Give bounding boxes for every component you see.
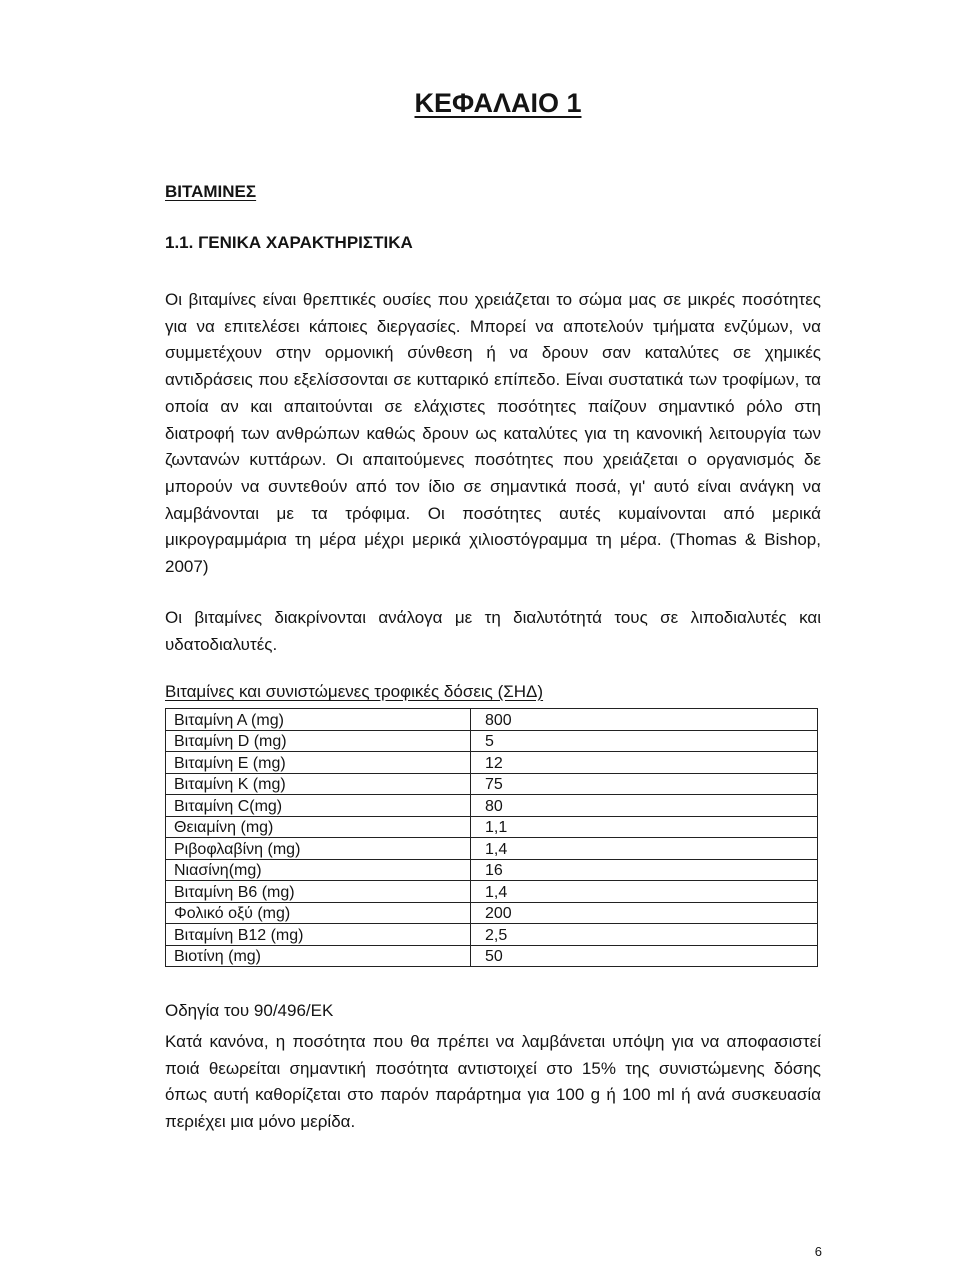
vitamin-dose-cell: 1,4 [471,838,818,860]
table-row [166,795,818,817]
section-title: ΒΙΤΑΜΙΝΕΣ [165,182,257,201]
table-row [166,730,818,752]
directive-reference: Οδηγία του 90/496/ΕΚ [165,1001,334,1020]
intro-paragraph: Οι βιταμίνες είναι θρεπτικές ουσίες που χρειάζεται το σώμα μας σε μικρές ποσότητες για να επιτελέσει κάποιες διεργασίες. Μπορεί να αποτελούν τμήματα ενζύμων, να συμμετέχουν στην ορμονική σύνθεση ή να δρουν σαν καταλύτες σε χημικές αντιδράσεις που εξελίσσονται σε κυτταρικό επίπεδο. Είναι συστατικά των τροφίμων, τα οποία αν και απαιτούνται σε ελάχιστες ποσότητες παίζουν σημαντικό ρόλο στη διατροφή των ανθρώπων καθώς δρουν ως καταλύτες για τη κανονική λειτουργία των ζωντανών κυττάρων. Οι απαιτούμενες ποσότητες που χρειάζεται ο οργανισμός δε μπορούν να συντεθούν από τον ίδιο σε σημαντικά ποσά, γι' αυτό είναι ανάγκη να λαμβάνονται με τα τρόφιμα. Οι ποσότητες αυτές κυμαίνονται από μερικά μικρογραμμάρια τη μέρα μέχρι μερικά χιλιοστόγραμμα τη μέρα. (Thomas & Bishop, 2007) [165,290,821,577]
table-row [166,945,818,967]
table-row [166,752,818,774]
table-row [166,881,818,903]
table-caption: Βιταμίνες και συνιστώμενες τροφικές δόσεις (ΣΗΔ) [165,682,544,701]
vitamin-dose-cell: 50 [471,945,818,967]
table-row [166,838,818,860]
table-row [166,773,818,795]
vitamin-name-cell: Θειαμίνη (mg) [166,816,471,838]
vitamin-dose-table-body [166,709,818,967]
vitamin-name-cell: Βιταμίνη Β12 (mg) [166,924,471,946]
classification-paragraph: Οι βιταμίνες διακρίνονται ανάλογα με τη διαλυτότητά τους σε λιποδιαλυτές και υδατοδιαλυτές. [165,608,821,654]
chapter-title: ΚΕΦΑΛΑΙΟ 1 [414,88,582,118]
vitamin-dose-cell: 200 [471,902,818,924]
vitamin-name-cell: Βιοτίνη (mg) [166,945,471,967]
table-row [166,859,818,881]
vitamin-dose-cell: 1,1 [471,816,818,838]
vitamin-name-cell: Φολικό οξύ (mg) [166,902,471,924]
vitamin-dose-cell: 2,5 [471,924,818,946]
table-row [166,816,818,838]
vitamin-name-cell: Βιταμίνη D (mg) [166,730,471,752]
table-row [166,924,818,946]
vitamin-name-cell: Βιταμίνη C(mg) [166,795,471,817]
vitamin-dose-cell: 75 [471,773,818,795]
vitamin-name-cell: Ριβοφλαβίνη (mg) [166,838,471,860]
vitamin-dose-cell: 16 [471,859,818,881]
page-number: 6 [814,1244,822,1259]
vitamin-name-cell: Βιταμίνη Κ (mg) [166,773,471,795]
table-row [166,709,818,731]
vitamin-dose-table [165,708,818,967]
threshold-paragraph: Κατά κανόνα, η ποσότητα που θα πρέπει να λαμβάνεται υπόψη για να αποφασιστεί ποιά θεωρείται σημαντική ποσότητα αντιστοιχεί στο 15% της συνιστώμενης δόσης όπως αυτή καθορίζεται στο παρόν παράρτημα για 100 g ή 100 ml ή ανά συσκευασία περιέχει μια μόνο μερίδα. [165,1032,821,1132]
table-row [166,902,818,924]
vitamin-name-cell: Βιταμίνη Α (mg) [166,709,471,731]
vitamin-dose-cell: 800 [471,709,818,731]
vitamin-name-cell: Βιταμίνη Β6 (mg) [166,881,471,903]
vitamin-dose-cell: 1,4 [471,881,818,903]
vitamin-dose-cell: 12 [471,752,818,774]
vitamin-name-cell: Νιασίνη(mg) [166,859,471,881]
vitamin-name-cell: Βιταμίνη Ε (mg) [166,752,471,774]
subsection-title: 1.1. ΓΕΝΙΚΑ ΧΑΡΑΚΤΗΡΙΣΤΙΚΑ [165,233,413,252]
vitamin-dose-cell: 80 [471,795,818,817]
vitamin-dose-cell: 5 [471,730,818,752]
